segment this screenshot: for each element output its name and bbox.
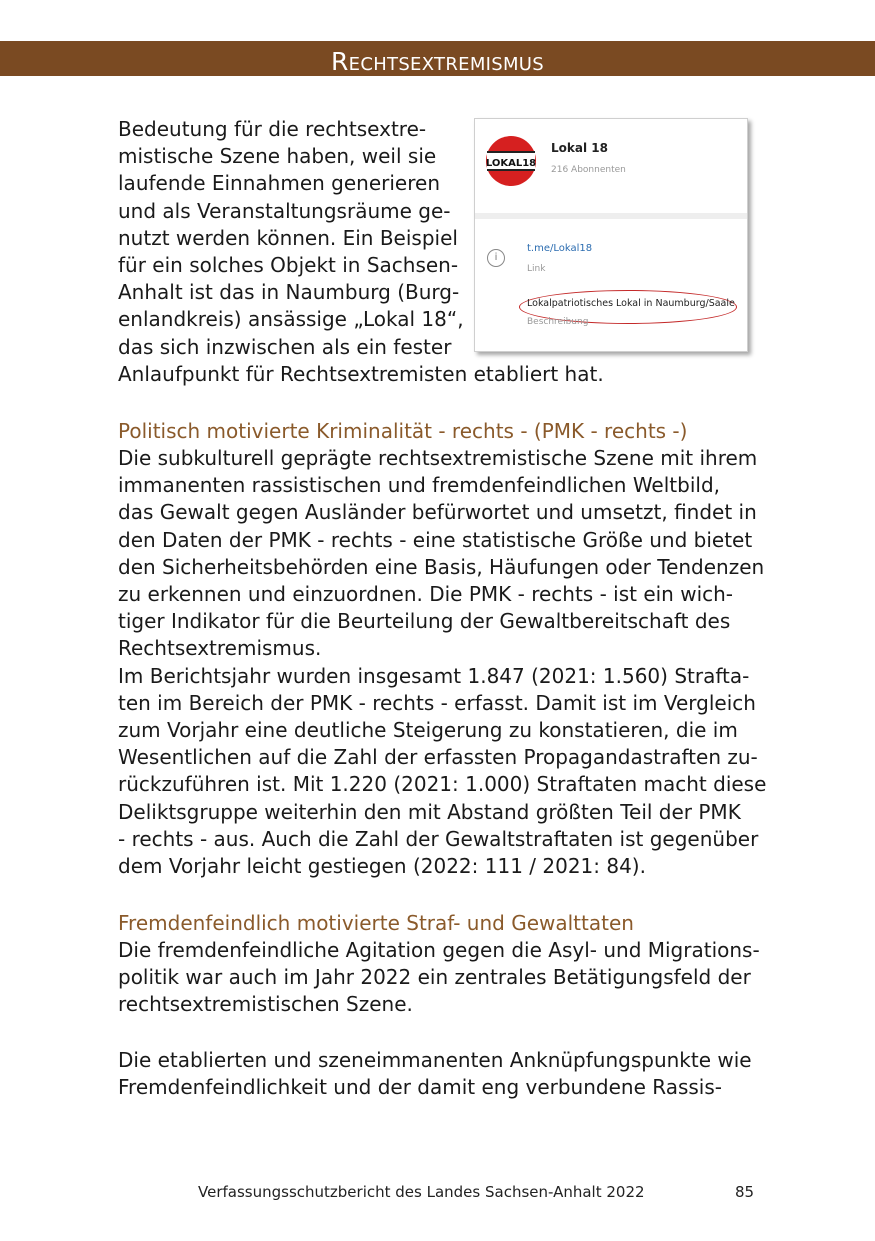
text-line: Fremdenfeindlichkeit und der damit eng verbundene Rassis-: [118, 1075, 722, 1100]
text-line: Deliktsgruppe weiterhin den mit Abstand größten Teil der PMK: [118, 799, 741, 824]
text-line: politik war auch im Jahr 2022 ein zentrales Betätigungsfeld der: [118, 965, 751, 990]
page-section-title: Rechtsextremismus: [330, 47, 545, 76]
intro-line: laufende Einnahmen generieren: [118, 171, 440, 196]
channel-link[interactable]: t.me/Lokal18: [527, 243, 593, 254]
text-line: dem Vorjahr leicht gestiegen (2022: 111 / 2021: 84).: [118, 854, 646, 879]
text-line: Die etablierten und szeneimmanenten Anknüpfungspunkte wie: [118, 1048, 752, 1072]
intro-line: für ein solches Objekt in Sachsen-: [118, 253, 459, 278]
text-line: zu erkennen und einzuordnen. Die PMK - rechts - ist ein wich-: [118, 582, 734, 607]
header-bar: [0, 41, 875, 76]
link-label: Link: [527, 264, 546, 274]
text-line: Rechtsextremismus.: [118, 636, 322, 661]
logo-text: LOKAL18: [485, 158, 537, 169]
text-line: immanenten rassistischen und fremdenfeindlichen Weltbild,: [118, 473, 720, 498]
intro-line: das sich inzwischen als ein fester: [118, 334, 452, 359]
text-line: den Sicherheitsbehörden eine Basis, Häufungen oder Tendenzen: [118, 554, 765, 579]
intro-line: nutzt werden können. Ein Beispiel: [118, 225, 458, 250]
page-number: 85: [735, 1183, 755, 1201]
info-icon: i: [487, 249, 505, 267]
text-line: rechtsextremistischen Szene.: [118, 992, 413, 1017]
text-line: Wesentlichen auf die Zahl der erfassten Propagandastraften zu-: [118, 745, 758, 770]
intro-line: Anhalt ist das in Naumburg (Burg-: [118, 280, 460, 305]
text-line: ten im Bereich der PMK - rechts - erfasst. Damit ist im Vergleich: [118, 690, 756, 715]
channel-description: Lokalpatriotisches Lokal in Naumburg/Saale: [527, 298, 735, 309]
section-paragraph-fremdenfeindlich: [118, 937, 758, 1019]
intro-line: Bedeutung für die rechtsextre-: [118, 117, 427, 141]
text-line: Die fremdenfeindliche Agitation gegen die Asyl- und Migrations-: [118, 938, 760, 962]
telegram-channel-screenshot: [474, 118, 748, 352]
section-heading-pmk: Politisch motivierte Kriminalität - rechts - (PMK - rechts -): [118, 419, 688, 443]
text-line: rückzuführen ist. Mit 1.220 (2021: 1.000) Straftaten macht diese: [118, 772, 767, 797]
intro-line: Anlaufpunkt für Rechtsextremisten etabliert hat.: [118, 361, 604, 386]
section-paragraph-pmk: [118, 445, 767, 880]
intro-line: mistische Szene haben, weil sie: [118, 144, 437, 169]
section-paragraph-anknuepfung: [118, 1047, 758, 1101]
text-line: - rechts - aus. Auch die Zahl der Gewaltstraftaten ist gegenüber: [118, 826, 759, 851]
text-line: Die subkulturell geprägte rechtsextremistische Szene mit ihrem: [118, 446, 758, 470]
channel-name: Lokal 18: [551, 141, 608, 155]
text-line: Im Berichtsjahr wurden insgesamt 1.847 (2021: 1.560) Strafta-: [118, 663, 750, 688]
section-heading-fremdenfeindlich: Fremdenfeindlich motivierte Straf- und Gewalttaten: [118, 911, 634, 935]
intro-line: und als Veranstaltungsräume ge-: [118, 198, 451, 223]
text-line: das Gewalt gegen Ausländer befürwortet und umsetzt, findet in: [118, 500, 757, 525]
text-line: tiger Indikator für die Beurteilung der Gewaltbereitschaft des: [118, 609, 731, 634]
page-footer: Verfassungsschutzbericht des Landes Sachsen-Anhalt 2022: [198, 1183, 645, 1201]
subscriber-count: 216 Abonnenten: [551, 165, 626, 175]
lokal18-logo: [485, 127, 537, 195]
text-line: zum Vorjahr eine deutliche Steigerung zu konstatieren, die im: [118, 718, 738, 743]
intro-line: enlandkreis) ansässige „Lokal 18“,: [118, 307, 464, 332]
description-label: Beschreibung: [527, 317, 589, 327]
card-divider: [475, 213, 747, 219]
text-line: den Daten der PMK - rechts - eine statistische Größe und bietet: [118, 527, 753, 552]
